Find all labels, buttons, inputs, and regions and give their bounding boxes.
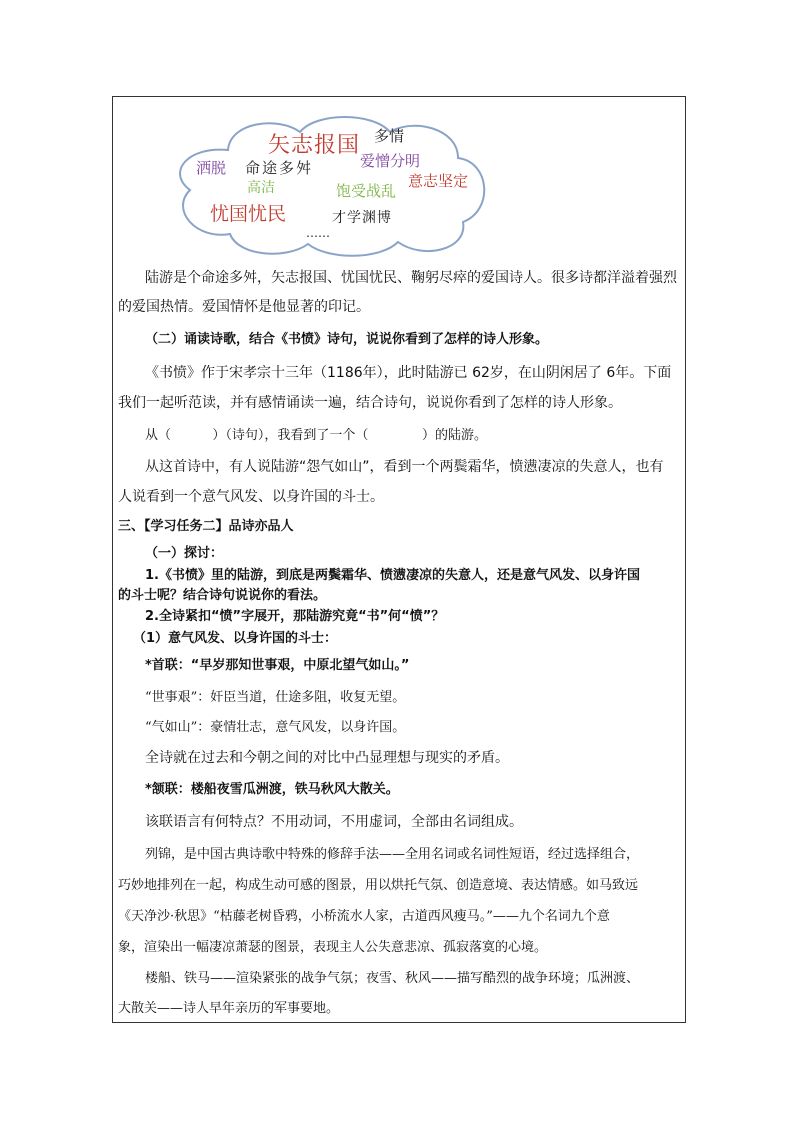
liejin-line-4: 象，渲染出一幅凄凉萧瑟的图景，表现主人公失意悲凉、孤寂落寞的心境。: [118, 940, 548, 955]
feature-note: 该联语言有何特点？不用动词，不用虚词，全部由名词组成。: [145, 814, 523, 830]
liejin-line-3: 《天净沙·秋思》“枯藤老树昏鸦，小桥流水人家，古道西风瘦马。”——九个名词九个意: [118, 909, 610, 924]
liejin-line-2: 巧妙地排列在一起，构成生动可感的图景，用以烘托气氛、创造意境、表达情感。如马致远: [118, 878, 639, 893]
cloud-word-shizhi: 矢志报国: [268, 133, 361, 158]
cloud-word-caixue: 才学渊博: [332, 210, 392, 226]
question-1-line-1: 1.《书愤》里的陆游，到底是两鬓霜华、愤懑凄凉的失意人，还是意气风发、以身许国: [145, 568, 640, 583]
intro-line-2: 的爱国热情。爱国情怀是他显著的印记。: [118, 299, 370, 315]
cloud-word-ellipsis: ……: [306, 226, 330, 240]
cloud-word-youguo: 忧国忧民: [210, 203, 287, 225]
intro-line-1: 陆游是个命途多舛，矢志报国、忧国忧民、鞠躬尽瘁的爱国诗人。很多诗都洋溢着强烈: [145, 270, 677, 286]
analysis-line-1: 楼船、铁马——渲染紧张的战争气氛；夜雪、秋风——描写酷烈的战争环境；瓜洲渡、: [145, 971, 640, 986]
cloud-word-aizeng: 爱憎分明: [360, 152, 421, 170]
point-1: （1）意气风发、以身许国的斗士：: [133, 631, 338, 646]
cloud-word-yizhi: 意志坚定: [408, 172, 469, 190]
contrast-note: 全诗就在过去和今朝之间的对比中凸显理想与现实的矛盾。: [145, 750, 509, 766]
shoulian: *首联：“早岁那知世事艰，中原北望气如山。”: [145, 658, 410, 673]
task2-heading: 三、【学习任务二】品诗亦品人: [118, 519, 294, 534]
section2-heading: （二）诵读诗歌，结合《书愤》诗句，说说你看到了怎样的诗人形象。: [145, 332, 549, 347]
qirushan-note: “气如山”：豪情壮志，意气风发，以身许国。: [145, 720, 406, 735]
shishijian-note: “世事艰”：奸臣当道，仕途多阻，收复无望。: [145, 690, 406, 705]
liejin-line-1: 列锦，是中国古典诗歌中特殊的修辞手法——全用名词或名词性短语，经过选择组合，: [145, 847, 640, 862]
para-shufen-line-2: 我们一起听范读，并有感情诵读一遍，结合诗句，说说你看到了怎样的诗人形象。: [118, 395, 622, 411]
analysis-line-2: 大散关——诗人早年亲历的军事要地。: [118, 1001, 340, 1016]
cloud-word-baoshou: 饱受战乱: [336, 182, 397, 200]
discuss-label: （一）探讨：: [145, 546, 224, 561]
cloud-word-satuo: 洒脱: [196, 159, 227, 177]
question-1-line-2: 的斗士呢？结合诗句说说你的看法。: [118, 588, 327, 603]
cloud-word-gaojie: 高洁: [247, 180, 275, 196]
cloud-word-mingtu: 命途多舛: [245, 159, 314, 177]
cloud-word-duoqing: 多情: [374, 127, 405, 145]
para-view-line-1: 从这首诗中，有人说陆游“怨气如山”，看到一个两鬓霜华，愤懑凄凉的失意人，也有: [145, 459, 664, 475]
para-shufen-line-1: 《书愤》作于宋孝宗十三年（1186年），此时陆游已 62岁，在山阴闲居了 6年。下面: [145, 365, 672, 381]
hanlian: *颔联：楼船夜雪瓜洲渡，铁马秋风大散关。: [145, 782, 399, 797]
question-2: 2.全诗紧扣“愤”字展开，那陆游究竟“书”何“愤”？: [145, 609, 445, 624]
fill-blank-line: 从（ ）（诗句），我看到了一个（ ）的陆游。: [145, 428, 488, 443]
para-view-line-2: 人说看到一个意气风发、以身许国的斗士。: [118, 489, 384, 505]
